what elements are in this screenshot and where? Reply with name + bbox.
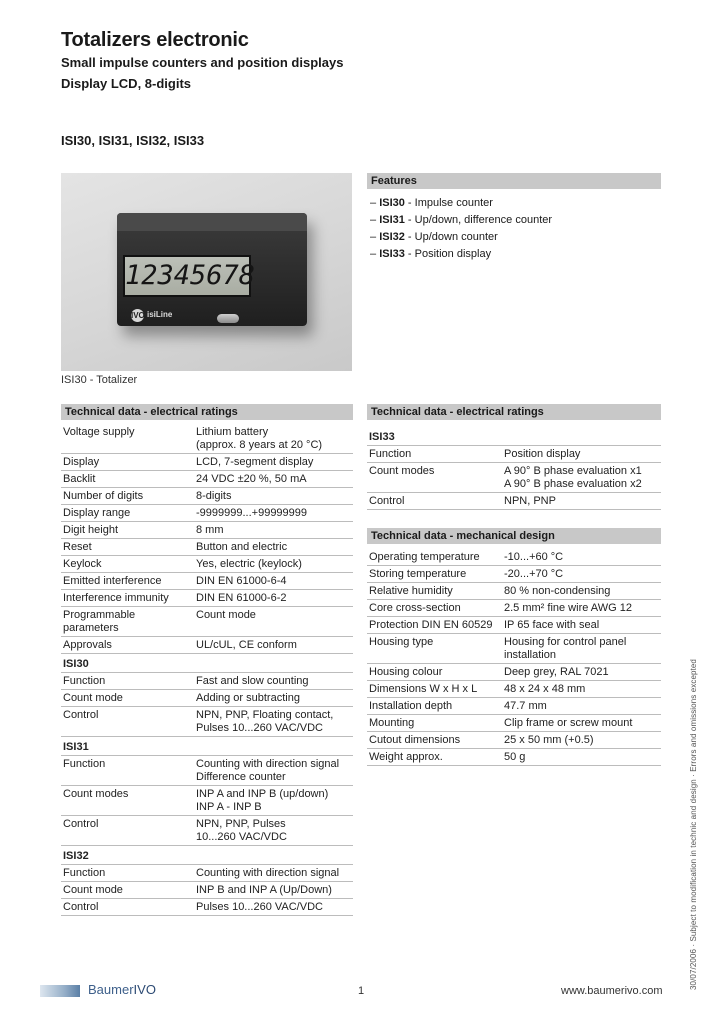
- table-row: [367, 617, 661, 634]
- table-row: [61, 707, 353, 737]
- footer-brand-a: Baumer: [88, 982, 134, 997]
- feature-text: - Position display: [404, 248, 492, 260]
- row-label: Display: [63, 456, 100, 468]
- row-value: 80 % non-condensing: [504, 585, 611, 597]
- table-row: [61, 471, 353, 488]
- feature-item: – ISI31 - Up/down, difference counter: [370, 214, 553, 226]
- electrical-ratings-isi33-table: [367, 427, 661, 510]
- table-row: [367, 493, 661, 510]
- row-label: Count mode: [63, 692, 123, 704]
- row-label: Weight approx.: [369, 751, 443, 763]
- table-row: [367, 600, 661, 617]
- row-value: Position display: [504, 448, 581, 460]
- table-row: [61, 573, 353, 590]
- table-row: [61, 424, 353, 454]
- reset-button-icon: [217, 314, 239, 323]
- row-label: Housing type: [369, 636, 434, 648]
- row-value: Adding or subtracting: [196, 692, 300, 704]
- feature-code: ISI31: [379, 214, 405, 226]
- row-value: Button and electric: [196, 541, 288, 553]
- row-label: Dimensions W x H x L: [369, 683, 478, 695]
- table-row: [367, 549, 661, 566]
- feature-item: – ISI33 - Position display: [370, 248, 492, 260]
- table-row: [61, 454, 353, 471]
- row-value: Counting with direction signal Difference counter: [196, 758, 340, 783]
- footer-brand: [88, 982, 156, 997]
- group-label-text: ISI30: [63, 658, 89, 670]
- row-label: Function: [63, 867, 106, 879]
- row-value: NPN, PNP, Floating contact, Pulses 10...260 VAC/VDC: [196, 709, 334, 734]
- table-row: [367, 463, 661, 493]
- row-value: DIN EN 61000-6-4: [196, 575, 287, 587]
- feature-item: – ISI30 - Impulse counter: [370, 197, 493, 209]
- row-label: Count modes: [369, 465, 435, 477]
- row-label: Control: [63, 818, 99, 830]
- table-row: [367, 681, 661, 698]
- row-label: Reset: [63, 541, 92, 553]
- row-label: Emitted interference: [63, 575, 162, 587]
- feature-text: - Up/down counter: [404, 231, 498, 243]
- row-label: Control: [369, 495, 405, 507]
- row-value: NPN, PNP: [504, 495, 556, 507]
- footer-brand-b: IVO: [133, 982, 156, 997]
- row-value: IP 65 face with seal: [504, 619, 600, 631]
- row-label: Installation depth: [369, 700, 453, 712]
- row-value: 8 mm: [196, 524, 224, 536]
- row-label: Approvals: [63, 639, 112, 651]
- row-label: Backlit: [63, 473, 96, 485]
- table-row: [367, 664, 661, 681]
- row-value: 2.5 mm² fine wire AWG 12: [504, 602, 632, 614]
- row-label: Display range: [63, 507, 131, 519]
- row-value: -10...+60 °C: [504, 551, 564, 563]
- group-label-text: ISI31: [63, 741, 89, 753]
- row-label: Interference immunity: [63, 592, 169, 604]
- brand-gradient-bar: [40, 985, 80, 997]
- row-label: Control: [63, 901, 99, 913]
- page-number: 1: [358, 985, 365, 997]
- group-label: [61, 654, 353, 673]
- table-row: [61, 882, 353, 899]
- row-value: 25 x 50 mm (+0.5): [504, 734, 594, 746]
- row-label: Relative humidity: [369, 585, 453, 597]
- row-value: -20...+70 °C: [504, 568, 564, 580]
- row-label: Housing colour: [369, 666, 443, 678]
- table-row: [367, 583, 661, 600]
- feature-code: ISI30: [379, 197, 405, 209]
- row-value: Pulses 10...260 VAC/VDC: [196, 901, 323, 913]
- row-label: Cutout dimensions: [369, 734, 461, 746]
- footer-url[interactable]: www.baumerivo.com: [561, 985, 663, 997]
- group-label: [367, 427, 661, 446]
- row-value: NPN, PNP, Pulses 10...260 VAC/VDC: [196, 818, 287, 843]
- table-row: [367, 566, 661, 583]
- table-row: [367, 749, 661, 766]
- row-value: LCD, 7-segment display: [196, 456, 314, 468]
- feature-text: - Up/down, difference counter: [404, 214, 553, 226]
- row-label: Operating temperature: [369, 551, 480, 563]
- row-label: Function: [369, 448, 412, 460]
- feature-code: ISI33: [379, 248, 405, 260]
- table-row: [61, 556, 353, 573]
- table-row: [61, 865, 353, 882]
- table-row: [367, 732, 661, 749]
- row-label: Number of digits: [63, 490, 144, 502]
- row-value: Housing for control panel installation: [504, 636, 627, 661]
- row-value: INP B and INP A (Up/Down): [196, 884, 332, 896]
- features-heading: Features: [367, 173, 661, 189]
- row-label: Count mode: [63, 884, 123, 896]
- mechanical-design-table: [367, 549, 661, 766]
- row-value: 48 x 24 x 48 mm: [504, 683, 586, 695]
- row-label: Function: [63, 758, 106, 770]
- page-subtitle: Small impulse counters and position displays: [61, 55, 344, 70]
- table-row: [61, 522, 353, 539]
- row-label: Keylock: [63, 558, 102, 570]
- row-value: 50 g: [504, 751, 526, 763]
- lcd-display: 12345678: [123, 255, 251, 297]
- model-list: ISI30, ISI31, ISI32, ISI33: [61, 133, 205, 148]
- row-value: -9999999...+99999999: [196, 507, 308, 519]
- legal-note: 30/07/2006 · Subject to modification in technic and design · Errors and omissions excepted: [689, 659, 698, 990]
- row-value: INP A and INP B (up/down) INP A - INP B: [196, 788, 329, 813]
- photo-caption: ISI30 - Totalizer: [61, 374, 138, 386]
- row-value: Fast and slow counting: [196, 675, 309, 687]
- row-value: 47.7 mm: [504, 700, 547, 712]
- row-label: Mounting: [369, 717, 415, 729]
- features-list: [370, 196, 552, 264]
- row-value: Counting with direction signal: [196, 867, 340, 879]
- row-value: Clip frame or screw mount: [504, 717, 633, 729]
- row-value: Yes, electric (keylock): [196, 558, 302, 570]
- row-value: 24 VDC ±20 %, 50 mA: [196, 473, 307, 485]
- table-row: [367, 446, 661, 463]
- table-row: [367, 698, 661, 715]
- device-brand-label: isiLine: [147, 310, 173, 319]
- row-value: DIN EN 61000-6-2: [196, 592, 287, 604]
- row-label: Count modes: [63, 788, 129, 800]
- table-row: [61, 539, 353, 556]
- electrical-ratings-heading: Technical data - electrical ratings: [61, 404, 353, 420]
- group-label-text: ISI32: [63, 850, 89, 862]
- electrical-ratings-table: [61, 424, 353, 916]
- electrical-ratings-isi33-heading: Technical data - electrical ratings: [367, 404, 661, 420]
- row-label: Storing temperature: [369, 568, 467, 580]
- row-label: Voltage supply: [63, 426, 135, 438]
- row-label: Digit height: [63, 524, 119, 536]
- row-value: Count mode: [196, 609, 256, 621]
- group-label-text: ISI33: [369, 431, 395, 443]
- feature-code: ISI32: [379, 231, 405, 243]
- table-row: [61, 590, 353, 607]
- table-row: [61, 786, 353, 816]
- table-row: [61, 505, 353, 522]
- product-photo: [61, 173, 352, 371]
- row-label: Function: [63, 675, 106, 687]
- row-label: Programmable parameters: [63, 609, 136, 634]
- page-subtitle-display: Display LCD, 8-digits: [61, 76, 192, 91]
- table-row: [61, 899, 353, 916]
- group-label: [61, 846, 353, 865]
- row-value: 8-digits: [196, 490, 232, 502]
- row-value: Deep grey, RAL 7021: [504, 666, 609, 678]
- page-title: Totalizers electronic: [61, 29, 249, 51]
- row-label: Protection DIN EN 60529: [369, 619, 493, 631]
- row-value: A 90° B phase evaluation x1 A 90° B phase evaluation x2: [504, 465, 642, 490]
- table-row: [61, 816, 353, 846]
- table-row: [61, 637, 353, 654]
- table-row: [61, 673, 353, 690]
- row-value: Lithium battery (approx. 8 years at 20 °C): [196, 426, 323, 451]
- group-label: [61, 737, 353, 756]
- ivo-logo-icon: IVO: [131, 311, 145, 320]
- mechanical-design-heading: Technical data - mechanical design: [367, 528, 661, 544]
- table-row: [367, 634, 661, 664]
- table-row: [367, 715, 661, 732]
- device-bezel: [117, 213, 307, 231]
- row-label: Control: [63, 709, 99, 721]
- row-label: Core cross-section: [369, 602, 461, 614]
- table-row: [61, 488, 353, 505]
- feature-item: – ISI32 - Up/down counter: [370, 231, 498, 243]
- feature-text: - Impulse counter: [404, 197, 493, 209]
- table-row: [61, 690, 353, 707]
- row-value: UL/cUL, CE conform: [196, 639, 297, 651]
- table-row: [61, 607, 353, 637]
- table-row: [61, 756, 353, 786]
